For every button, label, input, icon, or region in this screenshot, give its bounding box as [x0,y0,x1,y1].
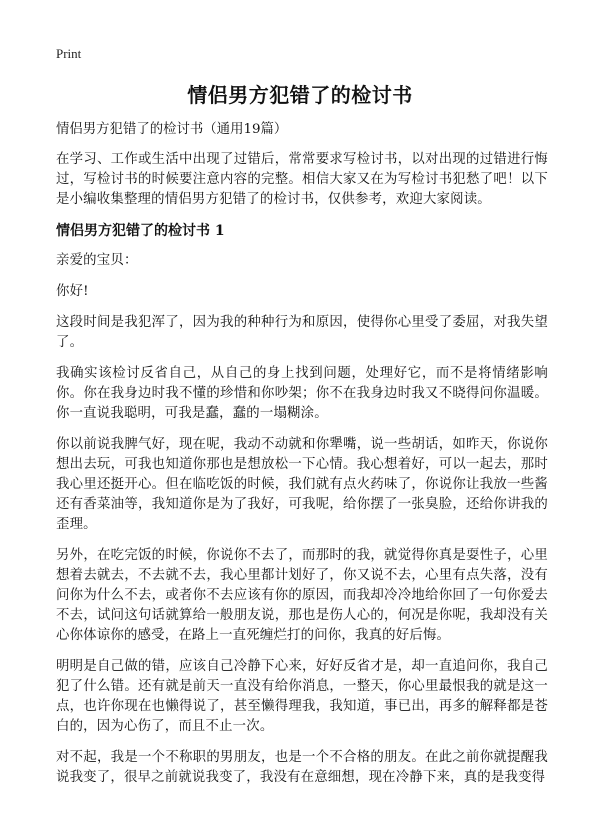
document-title: 情侣男方犯错了的检讨书 [187,83,413,107]
section-heading: 情侣男方犯错了的检讨书 1 [56,223,225,239]
body-paragraph: 另外，在吃完饭的时候，你说你不去了，而那时的我，就觉得你真是耍性子，心里想着去就去，不去就不去，我心里都计划好了，你又说不去，心里有点失落，没有问你为什么不去，或者你不去应该有你的原因，而我却冷冷地给你回了一句你爱去不去，试问这句话就算给一般朋友说，那也是伤人心的，何况是你呢，我却没有关心你体谅你的感受，在路上一直死缠烂打的问你，我真的好后悔。 [56,548,548,643]
article-body [56,120,548,799]
greeting: 亲爱的宝贝： [56,253,138,268]
body-paragraph: 明明是自己做的错，应该自己冷静下心来，好好反省才是，却一直追问你，我自己犯了什么错。还有就是前天一直没有给你消息，一整天，你心里最恨我的就是这一点，也许你现在也懒得说了，甚至懒得理我，我知道，事已出，再多的解释都是苍白的，因为心伤了，而且不止一次。 [56,659,548,734]
body-paragraph: 对不起，我是一个不称职的男朋友，也是一个不合格的朋友。在此之前你就提醒我说我变了，很早之前就说我变了，我没有在意细想，现在冷静下来，真的是我变得 [56,750,548,785]
body-paragraph: 这段时间是我犯浑了，因为我的种种行为和原因，使得你心里受了委屈，对我失望了。 [56,315,548,350]
intro-paragraph: 在学习、工作或生活中出现了过错后，常常要求写检讨书，以对出现的过错进行悔过，写检讨书的时候要注意内容的完整。相信大家又在为写检讨书犯愁了吧！以下是小编收集整理的情侣男方犯错了的检讨书，仅供参考，欢迎大家阅读。 [56,152,548,207]
body-paragraph: 我确实该检讨反省自己，从自己的身上找到问题，处理好它，而不是将情绪影响你。你在我身边时我不懂的珍惜和你吵架；你不在我身边时我又不晓得问你温暖。你一直说我聪明，可我是蠢，蠢的一塌糊涂。 [56,366,548,421]
article-subtitle: 情侣男方犯错了的检讨书（通用19篇） [56,122,288,137]
salutation: 你好! [56,284,89,299]
print-link[interactable]: Print [56,46,82,61]
body-paragraph: 你以前说我脾气好，现在呢，我动不动就和你犟嘴，说一些胡话，如昨天，你说你想出去玩，可我也知道你那也是想放松一下心情。我心想着好，可以一起去，那时我心里还挺开心。但在临吃饭的时候，我们就有点火药味了，你说你让我放一些酱还有香菜油等，我知道你是为了我好，可我呢，给你摆了一张臭脸，还给你讲我的歪理。 [56,437,548,532]
